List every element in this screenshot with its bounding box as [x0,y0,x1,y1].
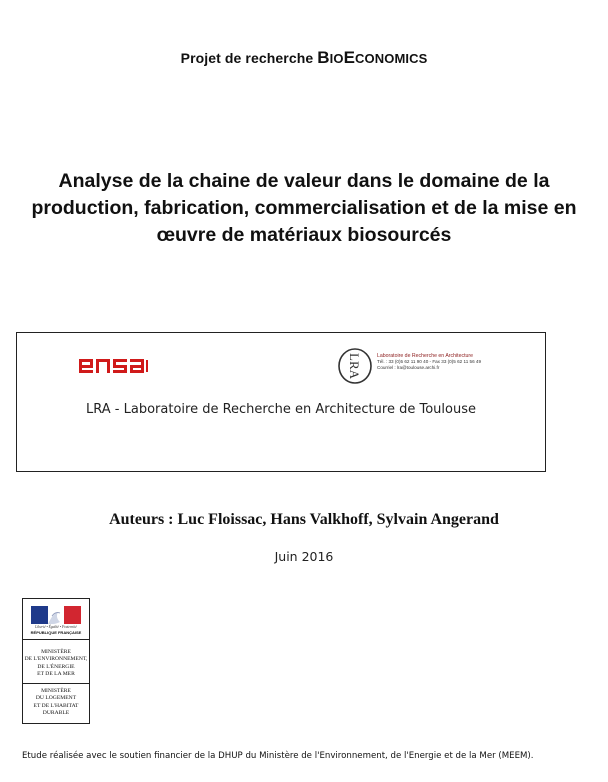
lab-header-text: Laboratoire de Recherche en Architecture [377,353,474,359]
project-name-b: B [317,48,330,67]
project-name-conomics: CONOMICS [355,51,428,66]
republic-motto: Liberté • Égalité • Fraternité [35,625,77,629]
lab-email-text: Courriel : lra@toulouse.archi.fr [377,365,440,370]
lab-contact-info [377,353,481,371]
ministry-divider-2 [23,683,89,684]
title-line-1: Analyse de la chaine de valeur dans le domaine de la [58,170,550,192]
title-line-2: production, fabrication, commercialisation et de la mise en [31,197,577,219]
funding-note: Etude réalisée avec le soutien financier de la DHUP du Ministère de l'Environnement, de l'Energie et de la Mer (MEEM). [22,751,534,761]
project-name-e: E [343,48,356,67]
laboratory-box [16,332,546,472]
ministry-divider-1 [23,639,89,640]
lra-logo-text: LRA [347,353,362,379]
project-heading [0,48,608,68]
authors-line: Auteurs : Luc Floissac, Hans Valkhoff, Sylvain Angerand [109,511,499,528]
ministry-housing: MINISTÈRE DU LOGEMENT ET DE L'HABITAT DURABLE [33,688,79,716]
project-name-io: IO [329,51,344,66]
lra-logo [337,347,373,385]
lab-name: LRA - Laboratoire de Recherche en Architecture de Toulouse [86,402,476,417]
document-title [28,168,580,249]
republic-name: RÉPUBLIQUE FRANÇAISE [30,630,82,635]
publication-date: Juin 2016 [274,549,334,564]
lab-phone-text: Tél. : 33 (0)5 62 11 90 40 - Fax 33 (0)5 62 11 56 49 [377,359,482,364]
ministry-logo-box [22,598,90,724]
project-prefix: Projet de recherche [180,50,318,66]
ensa-logo [78,357,150,375]
title-line-3: œuvre de matériaux biosourcés [156,224,452,246]
ministry-environment: MINISTÈRE DE L'ENVIRONNEMENT, DE L'ÉNERGIE ET DE LA MER [24,649,88,677]
